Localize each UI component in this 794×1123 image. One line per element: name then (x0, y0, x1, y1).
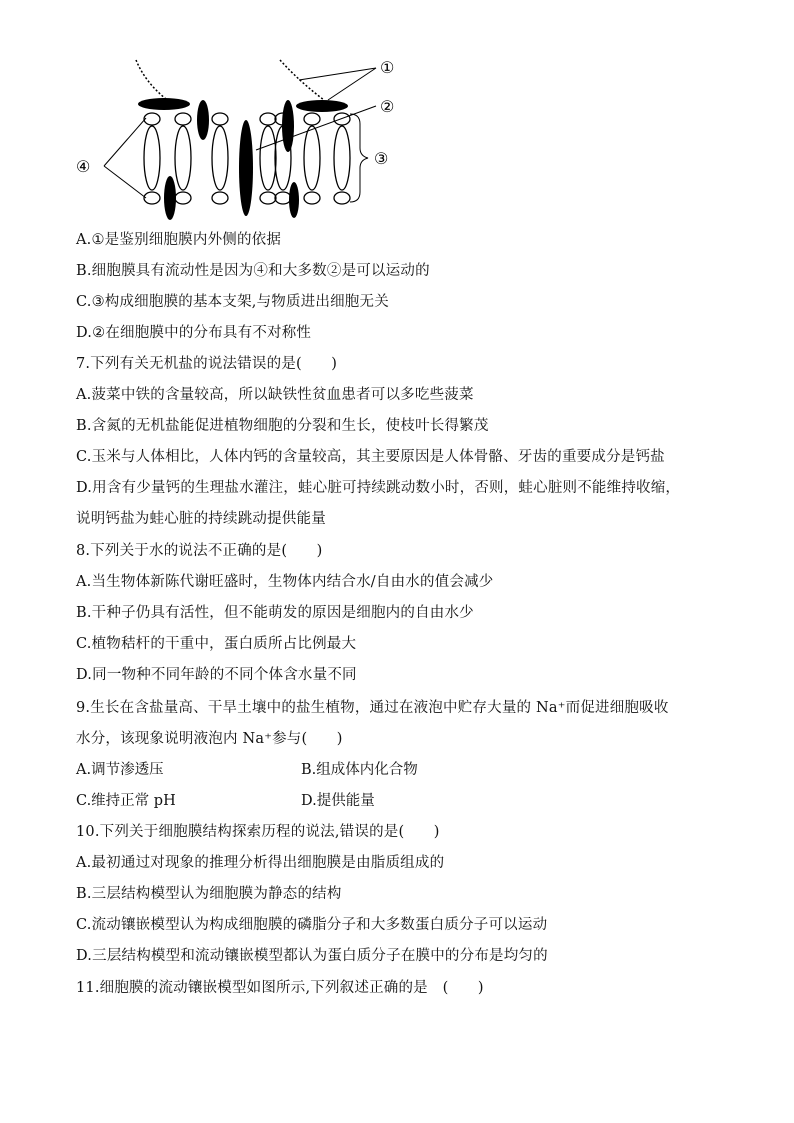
q10-stem: 10.下列关于细胞膜结构探索历程的说法,错误的是( ) (76, 824, 440, 840)
q7-option-c: C.玉米与人体相比，人体内钙的含量较高，其主要原因是人体骨骼、牙齿的重要成分是钙盐 (76, 449, 665, 465)
q7-option-b: B.含氮的无机盐能促进植物细胞的分裂和生长，使枝叶长得繁茂 (76, 418, 489, 434)
q9-stem-line2: 水分，该现象说明液泡内 Na⁺参与( ) (76, 731, 343, 747)
q10-option-d: D.三层结构模型和流动镶嵌模型都认为蛋白质分子在膜中的分布是均匀的 (76, 948, 548, 964)
membrane-proteins (138, 98, 348, 220)
glycoprotein-chains (136, 60, 324, 100)
q8-stem: 8.下列关于水的说法不正确的是( ) (76, 543, 323, 559)
q6-option-a: A.①是鉴别细胞膜内外侧的依据 (76, 232, 282, 248)
cell-membrane-diagram (70, 52, 420, 222)
label-3: ③ (374, 149, 389, 168)
q9-stem-line1: 9.生长在含盐量高、干旱土壤中的盐生植物，通过在液泡中贮存大量的 Na⁺而促进细胞吸收 (76, 700, 669, 716)
q10-option-c: C.流动镶嵌模型认为构成细胞膜的磷脂分子和大多数蛋白质分子可以运动 (76, 917, 548, 933)
q7-option-d: D.用含有少量钙的生理盐水灌注，蛙心脏可持续跳动数小时，否则，蛙心脏则不能维持收缩， (76, 480, 681, 496)
q8-option-c: C.植物秸杆的干重中，蛋白质所占比例最大 (76, 636, 357, 652)
q10-option-a: A.最初通过对现象的推理分析得出细胞膜是由脂质组成的 (76, 855, 445, 871)
q9-option-b: B.组成体内化合物 (301, 762, 418, 778)
label-1: ① (380, 58, 395, 77)
label-4: ④ (76, 157, 91, 176)
q6-option-c: C.③构成细胞膜的基本支架,与物质进出细胞无关 (76, 294, 389, 310)
q7-option-d-cont: 说明钙盐为蛙心脏的持续跳动提供能量 (76, 511, 326, 527)
q9-option-c: C.维持正常 pH (76, 793, 176, 809)
q9-option-d: D.提供能量 (301, 793, 375, 809)
q8-option-d: D.同一物种不同年龄的不同个体含水量不同 (76, 667, 357, 683)
q8-option-b: B.干种子仍具有活性，但不能萌发的原因是细胞内的自由水少 (76, 605, 474, 621)
q8-option-a: A.当生物体新陈代谢旺盛时，生物体内结合水/自由水的值会减少 (76, 574, 494, 590)
q10-option-b: B.三层结构模型认为细胞膜为静态的结构 (76, 886, 342, 902)
q7-stem: 7.下列有关无机盐的说法错误的是( ) (76, 356, 338, 372)
q6-option-b: B.细胞膜具有流动性是因为④和大多数②是可以运动的 (76, 263, 430, 279)
q11-stem: 11.细胞膜的流动镶嵌模型如图所示,下列叙述正确的是 ( ) (76, 980, 484, 996)
q9-option-a: A.调节渗透压 (76, 762, 164, 778)
q6-option-d: D.②在细胞膜中的分布具有不对称性 (76, 325, 312, 341)
q7-option-a: A.菠菜中铁的含量较高，所以缺铁性贫血患者可以多吃些菠菜 (76, 387, 474, 403)
label-2: ② (380, 97, 395, 116)
